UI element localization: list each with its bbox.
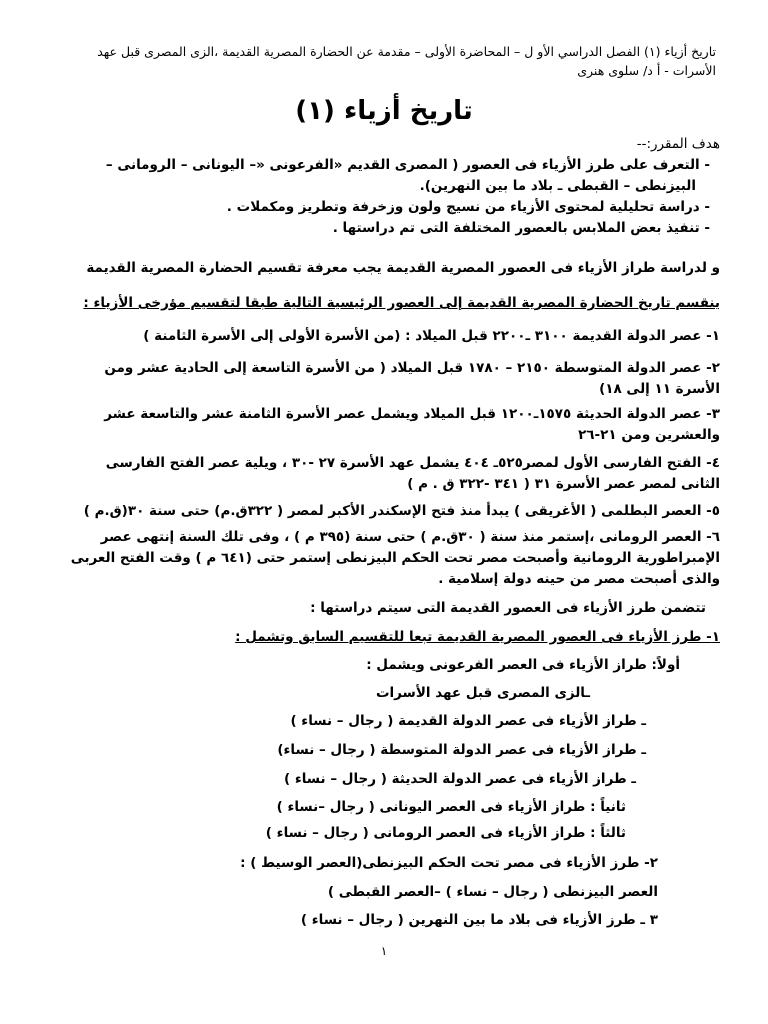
- era-line: الأسرة ١١ إلى ١٨): [599, 381, 720, 397]
- era-item-6: [48, 527, 720, 590]
- era-line: الثانى لمصر عصر الأسرة ٣١ ( ٣٤١ -٣٢٢ ق . م ): [407, 476, 720, 492]
- first-heading: أولاً: طراز الأزياء فى العصر الفرعونى ويشمل :: [366, 657, 680, 673]
- section-2-heading: ٢- طرز الأزياء فى مصر تحت الحكم البيزنطى(العصر الوسيط ) :: [240, 855, 658, 871]
- goal-item: - تنفيذ بعض الملابس بالعصور المختلفة التى تم دراستها .: [332, 220, 710, 236]
- predynastic-item: ـالزى المصرى قبل عهد الأسرات: [375, 685, 590, 701]
- era-line: والذى أصبحت مصر من حينه دولة إسلامية .: [438, 571, 720, 587]
- goal-item: - التعرف على طرز الأزياء فى العصور ( المصرى القديم «الفرعونى «– اليونانى – الرومانى –: [105, 157, 710, 173]
- kingdom-item-old: ـ طراز الأزياء فى عصر الدولة القديمة ( رجال – نساء ): [290, 713, 646, 729]
- era-item-2: [48, 358, 720, 400]
- division-heading: ينقسم تاريخ الحضارة المصرية القديمة إلى العصور الرئيسية التالية طبقا لتقسيم مؤرخى الأزياء :: [83, 295, 720, 311]
- era-line: والعشرين ومن ٢١-٢٦: [578, 427, 720, 443]
- intro-paragraph: و لدراسة طراز الأزياء فى العصور المصرية القديمة يجب معرفة تقسيم الحضارة المصرية القديمة: [86, 260, 720, 276]
- era-line: الإمبراطورية الرومانية وأصبحت مصر تحت الحكم البيزنطى إستمر حتى (٦٤١ م ) وقت الفتح العربى: [70, 550, 720, 566]
- page-header: [60, 42, 716, 80]
- study-intro: تتضمن طرز الأزياء فى العصور القديمة التى سيتم دراستها :: [310, 600, 706, 616]
- era-line: ٤- الفتح الفارسى الأول لمصر٥٢٥ـ ٤٠٤ يشمل عهد الأسرة ٢٧ -٣٠ ، ويلية عصر الفتح الفارسى: [105, 455, 720, 471]
- section-1-heading: ١- طرز الأزياء فى العصور المصرية القديمة تبعا للتقسيم السابق وتشمل :: [235, 629, 720, 645]
- kingdom-item-middle: ـ طراز الأزياء فى عصر الدولة المتوسطة ( رجال – نساء): [277, 742, 646, 758]
- era-line: ٦- العصر الرومانى ،إستمر منذ سنة ( ٣٠ق.م ) حتى سنة (٣٩٥ م ) ، وفى تلك السنة إنتهى عصر: [100, 529, 720, 545]
- era-item-4: [48, 453, 720, 495]
- page-number: ١: [380, 944, 388, 958]
- era-line: ٢- عصر الدولة المتوسطة ٢١٥٠ – ١٧٨٠ قبل الميلاد ( من الأسرة التاسعة إلى الحادية عشر ومن: [104, 360, 720, 376]
- third-item: ثالثاً : طراز الأزياء فى العصر الرومانى ( رجال – نساء ): [265, 825, 626, 841]
- section-3-item: ٣ ـ طرز الأزياء فى بلاد ما بين النهرين ( رجال – نساء ): [300, 912, 658, 928]
- era-item-1: [48, 326, 720, 347]
- header-line-2: الأسرات - أ د/ سلوى هنرى: [577, 63, 716, 78]
- era-line: ٣- عصر الدولة الحديثة ١٥٧٥ـ١٢٠٠ قبل الميلاد ويشمل عصر الأسرة الثامنة عشر والتاسعة عشر: [104, 406, 720, 422]
- goal-item: - دراسة تحليلية لمحتوى الأزياء من نسيج ولون وزخرفة وتطريز ومكملات .: [226, 199, 710, 215]
- page-title: تاريخ أزياء (١): [295, 96, 473, 126]
- goal-item: البيزنطى – القبطى ـ بلاد ما بين النهرين).: [419, 178, 696, 194]
- kingdom-item-new: ـ طراز الأزياء فى عصر الدولة الحديثة ( رجال – نساء ): [283, 771, 636, 787]
- era-line: ٥- العصر البطلمى ( الأغريقى ) يبدأ منذ فتح الإسكندر الأكبر لمصر ( ٣٢٢ق.م) حتى سنة ٣٠(ق.م ): [83, 503, 720, 519]
- header-line-1: تاريخ أزياء (١) الفصل الدراسي الأو ل – المحاضرة الأولى – مقدمة عن الحضارة المصرية القديمة ،الزى المصرى قبل عهد: [97, 44, 716, 59]
- course-goals: [48, 134, 720, 239]
- era-item-5: [48, 501, 720, 522]
- second-item: ثانياً : طراز الأزياء فى العصر اليونانى ( رجال –نساء ): [276, 799, 626, 815]
- goals-label: هدف المقرر:--: [636, 136, 720, 152]
- era-item-3: [48, 404, 720, 446]
- era-line: ١- عصر الدولة القديمة ٣١٠٠ ـ٢٢٠٠ قبل الميلاد : (من الأسرة الأولى إلى الأسرة الثامنة ): [143, 328, 720, 344]
- section-2-detail: العصر البيزنطى ( رجال – نساء ) –العصر القبطى ): [327, 884, 658, 900]
